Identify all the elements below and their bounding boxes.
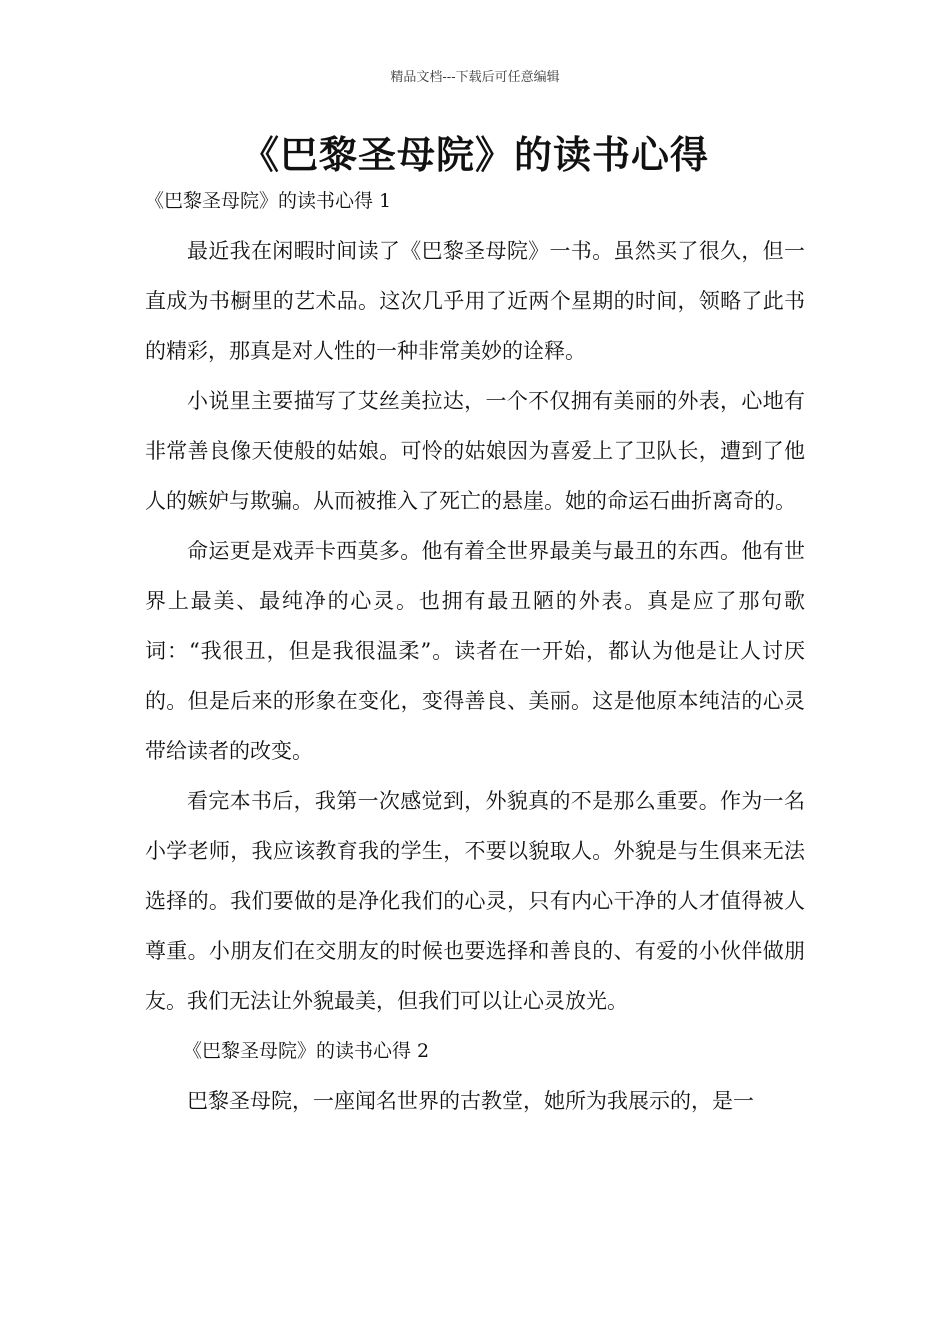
paragraph: 看完本书后，我第一次感觉到，外貌真的不是那么重要。作为一名小学老师，我应该教育我的学生，不要以貌取人。外貌是与生俱来无法选择的。我们要做的是净化我们的心灵，只有内心干净的人才值得被人尊重。小朋友们在交朋友的时候也要选择和善良的、有爱的小伙伴做朋友。我们无法让外貌最美，但我们可以让心灵放光。 <box>145 789 805 1013</box>
paragraph: 小说里主要描写了艾丝美拉达，一个不仅拥有美丽的外表，心地有非常善良像天使般的姑娘。可怜的姑娘因为喜爱上了卫队长，遭到了他人的嫉妒与欺骗。从而被推入了死亡的悬崖。她的命运石曲折离奇的。 <box>145 389 805 513</box>
section-heading-1: 《巴黎圣母院》的读书心得 1 <box>145 190 392 212</box>
paragraph: 命运更是戏弄卡西莫多。他有着全世界最美与最丑的东西。他有世界上最美、最纯净的心灵。也拥有最丑陋的外表。真是应了那句歌词：“我很丑，但是我很温柔”。读者在一开始，都认为他是让人讨厌的。但是后来的形象在变化，变得善良、美丽。这是他原本纯洁的心灵带给读者的改变。 <box>145 539 805 763</box>
document-body <box>145 226 805 1126</box>
page-header: 精品文档---下载后可任意编辑 <box>390 70 560 85</box>
section-heading-2: 《巴黎圣母院》的读书心得 2 <box>183 1040 430 1062</box>
paragraph: 巴黎圣母院，一座闻名世界的古教堂，她所为我展示的，是一 <box>187 1089 754 1113</box>
document-title: 《巴黎圣母院》的读书心得 <box>240 133 709 177</box>
paragraph: 最近我在闲暇时间读了《巴黎圣母院》一书。虽然买了很久，但一直成为书橱里的艺术品。这次几乎用了近两个星期的时间，领略了此书的精彩，那真是对人性的一种非常美妙的诠释。 <box>145 239 805 363</box>
